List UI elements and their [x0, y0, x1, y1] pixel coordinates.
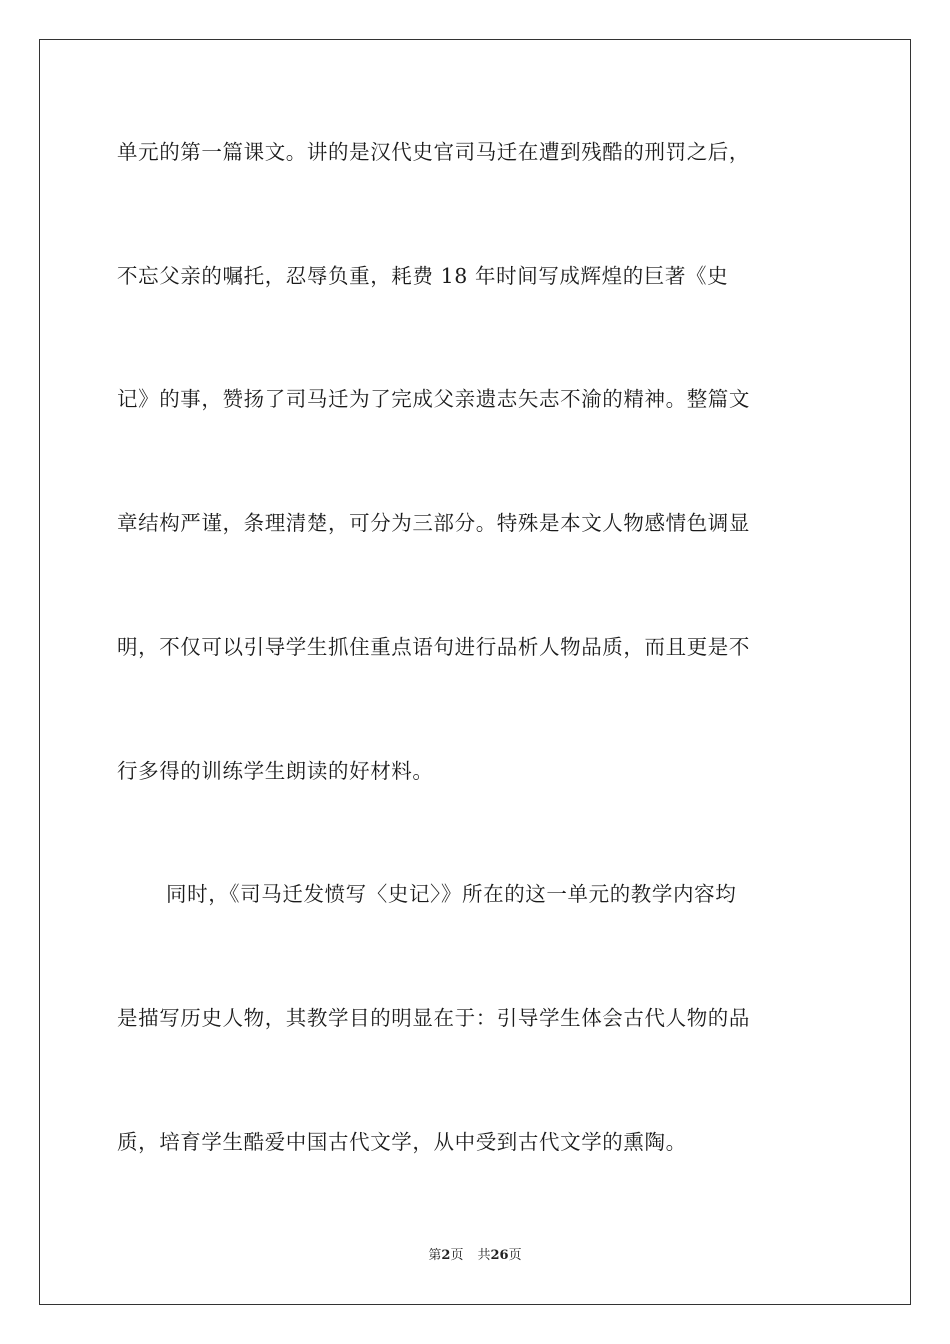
body-line-3: 记》的事，赞扬了司马迁为了完成父亲遗志矢志不渝的精神。整篇文 [117, 387, 750, 411]
page-footer [0, 1246, 950, 1266]
page-prefix: 第 [428, 1248, 442, 1263]
body-line-5: 明，不仅可以引导学生抓住重点语句进行品析人物品质，而且更是不 [117, 635, 750, 659]
page-suffix: 页 [450, 1248, 464, 1263]
body-line-9: 质，培育学生酷爱中国古代文学，从中受到古代文学的熏陶。 [117, 1130, 687, 1154]
page-number: 2 [441, 1248, 451, 1263]
body-line-4: 章结构严谨，条理清楚，可分为三部分。特殊是本文人物感情色调显 [117, 511, 750, 535]
body-line-1: 单元的第一篇课文。讲的是汉代史官司马迁在遭到残酷的刑罚之后， [117, 140, 750, 164]
total-suffix: 页 [508, 1248, 522, 1263]
body-line-8: 是描写历史人物，其教学目的明显在于：引导学生体会古代人物的品 [117, 1006, 750, 1030]
body-line-2: 不忘父亲的嘱托，忍辱负重，耗费 18 年时间写成辉煌的巨著《史 [117, 264, 729, 288]
page-border [39, 39, 911, 1305]
body-line-7-paragraph-start: 同时，《司马迁发愤写〈史记〉》所在的这一单元的教学内容均 [166, 882, 737, 906]
body-line-6: 行多得的训练学生朗读的好材料。 [117, 759, 434, 783]
total-prefix: 共 [477, 1248, 491, 1263]
total-pages: 26 [490, 1248, 509, 1263]
